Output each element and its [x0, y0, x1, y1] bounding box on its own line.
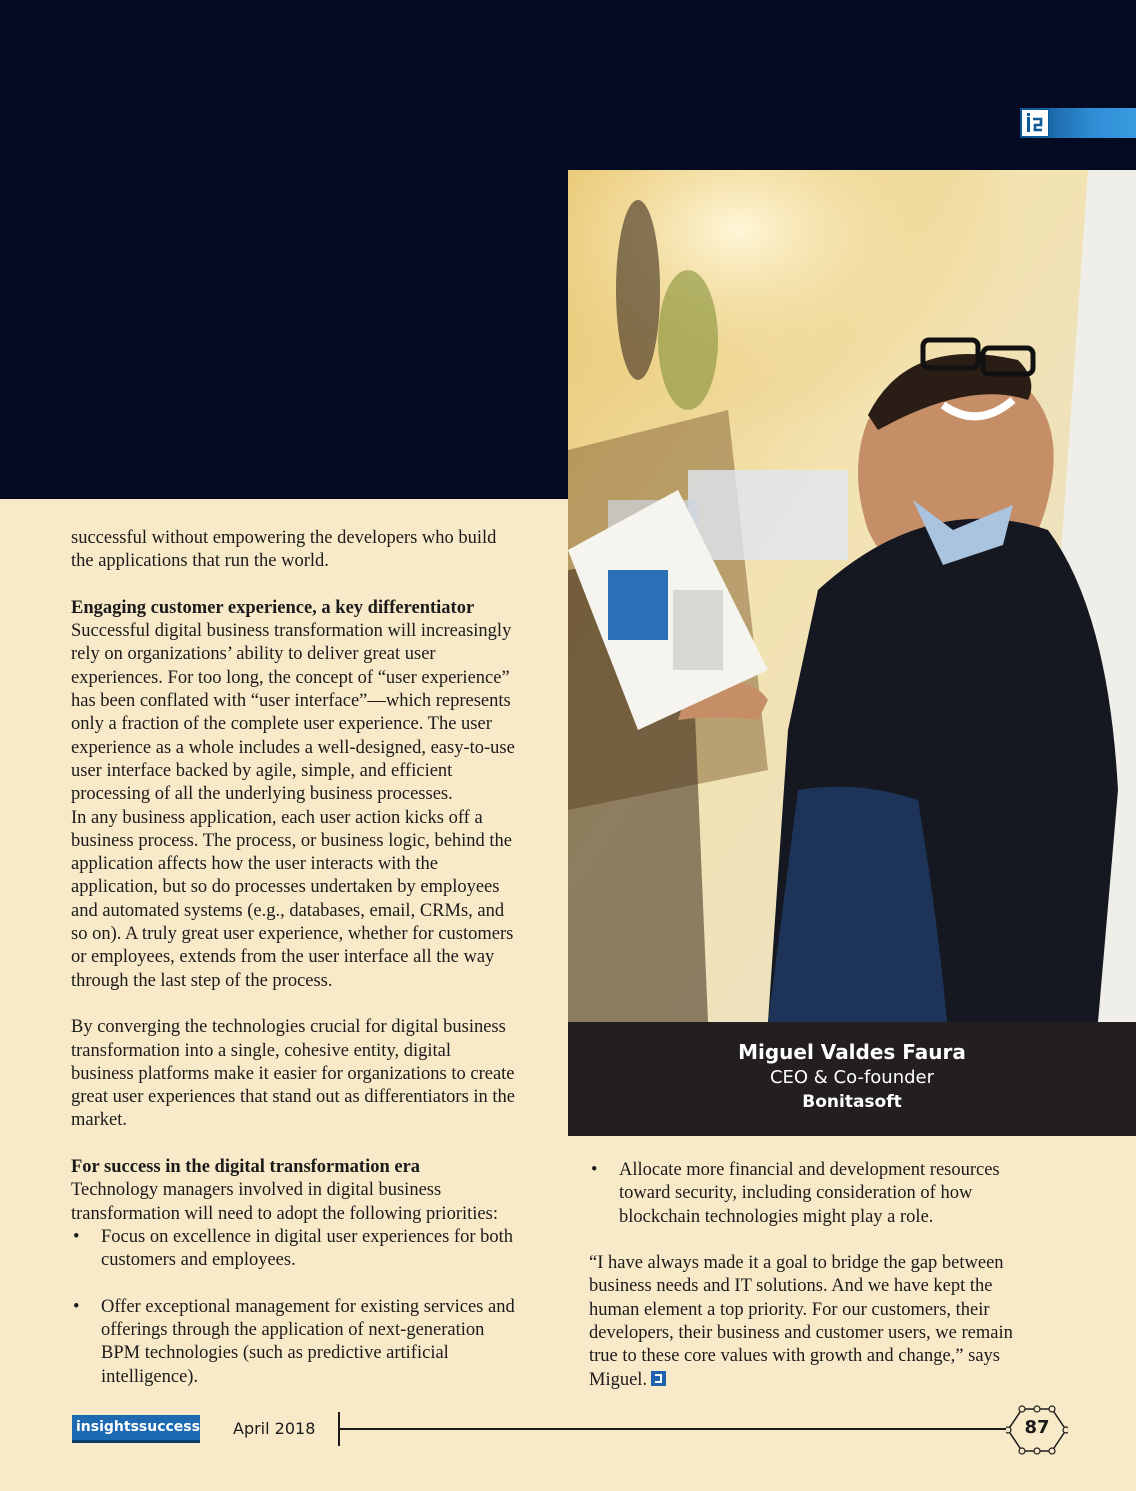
footer-brand-logo: insightssuccess — [72, 1415, 200, 1443]
body-line: user interface backed by agile, simple, and efficient — [71, 760, 453, 781]
body-line: In any business application, each user action kicks off a — [71, 807, 483, 828]
body-line: transformation into a single, cohesive entity, digital — [71, 1040, 452, 1061]
body-line: only a fraction of the complete user experience. The user — [71, 714, 492, 735]
bullet-line: intelligence). — [101, 1366, 199, 1387]
body-line: through the last step of the process. — [71, 970, 333, 991]
body-line: business platforms make it easier for organizations to create — [71, 1063, 515, 1084]
bullet-marker: • — [73, 1296, 80, 1317]
page-number: 87 — [1024, 1417, 1050, 1438]
body-line: or employees, extends from the user interface all the way — [71, 947, 495, 968]
body-line: application affects how the user interacts with the — [71, 854, 438, 875]
bullet-line: BPM technologies (such as predictive artificial — [101, 1343, 449, 1364]
insights-success-mark-icon — [651, 1371, 666, 1386]
bullet-line: Offer exceptional management for existing services and — [101, 1296, 515, 1317]
caption-company: Bonitasoft — [802, 1092, 902, 1112]
bullet-line: toward security, including consideration of how — [619, 1183, 973, 1204]
body-line: experience as a whole includes a well-designed, easy-to-use — [71, 737, 515, 758]
body-line: Technology managers involved in digital business — [71, 1180, 442, 1201]
footer-date: April 2018 — [233, 1419, 316, 1438]
body-line: processing of all the underlying business processes. — [71, 784, 453, 805]
quote-line: developers, their business and customer users, we remain — [589, 1323, 1013, 1344]
bullet-item — [71, 1226, 551, 1273]
quote-end — [589, 1369, 1059, 1392]
body-line: transformation will need to adopt the following priorities: — [71, 1203, 498, 1224]
quote-line: business needs and IT solutions. And we have kept the — [589, 1276, 993, 1297]
quote-line: “I have always made it a goal to bridge the gap between — [589, 1253, 1004, 1274]
bullet-line: customers and employees. — [101, 1250, 296, 1271]
photo-caption — [568, 1022, 1136, 1136]
section-heading: Engaging customer experience, a key differentiator — [71, 597, 475, 618]
bullet-line: offerings through the application of next-generation — [101, 1320, 485, 1341]
section-heading: For success in the digital transformation era — [71, 1157, 421, 1178]
quote-line: Miguel. — [589, 1369, 648, 1390]
caption-name: Miguel Valdes Faura — [738, 1040, 966, 1064]
caption-role: CEO & Co-founder — [769, 1067, 935, 1088]
body-line: experiences. For too long, the concept of “user experience” — [71, 667, 510, 688]
left-text-column — [71, 527, 551, 1389]
body-line: application, but so do processes undertaken by employees — [71, 877, 500, 898]
footer-rule — [338, 1428, 1008, 1430]
body-line: the applications that run the world. — [71, 551, 329, 572]
body-line: Successful digital business transformation will increasingly — [71, 621, 512, 642]
bullet-marker: • — [73, 1226, 80, 1247]
body-line: and automated systems (e.g., databases, email, CRMs, and — [71, 900, 505, 921]
right-text-column — [589, 1159, 1059, 1392]
body-line: business process. The process, or business logic, behind the — [71, 830, 513, 851]
quote-line: true to these core values with growth and change,” says — [589, 1346, 1000, 1367]
bullet-item — [589, 1159, 1059, 1229]
bullet-line: blockchain technologies might play a role. — [619, 1206, 934, 1227]
body-line: successful without empowering the developers who build — [71, 528, 497, 548]
bullet-item — [71, 1296, 551, 1389]
bullet-line: Focus on excellence in digital user experiences for both — [101, 1226, 513, 1247]
body-line: great user experiences that stand out as differentiators in the — [71, 1087, 516, 1108]
bullet-marker: • — [591, 1160, 598, 1180]
body-line: rely on organizations’ ability to deliver great user — [71, 644, 436, 665]
insights-success-mark-icon — [1021, 109, 1049, 137]
body-line: By converging the technologies crucial for digital business — [71, 1017, 506, 1038]
portrait-photo — [568, 170, 1136, 1022]
body-line: has been conflated with “user interface”—which represents — [71, 691, 511, 712]
body-line: market. — [71, 1110, 127, 1131]
quote-line: human element a top priority. For our customers, their — [589, 1299, 990, 1320]
body-line: so on). A truly great user experience, whether for customers — [71, 924, 514, 945]
bullet-line: Allocate more financial and development resources — [619, 1160, 1000, 1180]
